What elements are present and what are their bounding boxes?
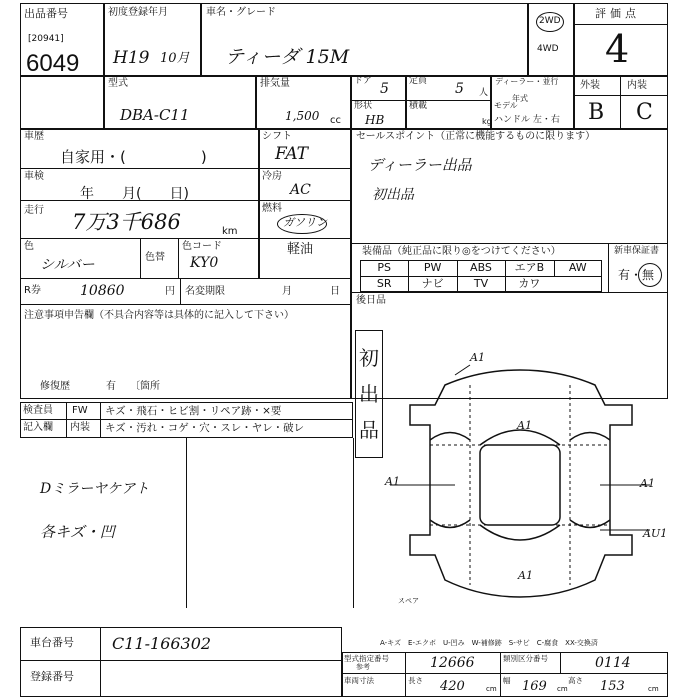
length-unit: cm bbox=[486, 685, 497, 693]
first-reg-month: 10月 bbox=[160, 51, 190, 66]
sales-point-label: セールスポイント（正常に機能するものに限ります） bbox=[356, 131, 596, 142]
equipment-divider bbox=[457, 276, 458, 292]
spare-label: スペア bbox=[398, 597, 419, 605]
fuel-label: 燃料 bbox=[262, 203, 282, 214]
equipment-item-0-4: AW bbox=[568, 261, 587, 274]
drive-4wd: 4WD bbox=[537, 44, 559, 54]
type-cert-label: 型式指定番号 bbox=[344, 654, 389, 663]
recycle-value: 10860 bbox=[80, 283, 125, 299]
color-code-label: 色コード bbox=[182, 241, 222, 252]
first-badge-char-2: 出 bbox=[359, 382, 379, 406]
shape-label: 形状 bbox=[354, 101, 373, 111]
equipment-divider bbox=[505, 276, 506, 292]
sales-point-2: 初出品 bbox=[372, 187, 414, 203]
grade-value: 4 bbox=[605, 27, 630, 71]
name-change-month: 月 bbox=[282, 286, 292, 297]
first-reg-year: H19 bbox=[113, 48, 150, 68]
fw-label: FW bbox=[72, 405, 88, 416]
damage-mark-4: AU1 bbox=[643, 527, 668, 540]
history-label: 車歴 bbox=[24, 131, 44, 142]
color-value: シルバー bbox=[40, 257, 95, 273]
interior-label: 内装 bbox=[627, 80, 647, 91]
cooling-value: AC bbox=[290, 182, 311, 198]
equipment-item-1-2: TV bbox=[473, 277, 489, 290]
repair-has: 有 bbox=[106, 381, 116, 392]
equipment-divider bbox=[554, 260, 555, 276]
car-name-label: 車名・グレード bbox=[206, 7, 276, 18]
recycle-label: R券 bbox=[24, 285, 41, 296]
drive-2wd: 2WD bbox=[539, 16, 561, 26]
equipment-item-1-1: ナビ bbox=[421, 277, 444, 290]
width-label: 幅 bbox=[503, 676, 511, 685]
notes-label: 注意事項申告欄（不具合内容等は具体的に記入して下さい） bbox=[24, 310, 294, 321]
shape-value: HB bbox=[365, 113, 385, 127]
equipment-divider bbox=[408, 276, 409, 292]
displacement-value: 1,500 bbox=[285, 109, 320, 123]
interior-items: キズ・汚れ・コゲ・穴・スレ・ヤレ・破レ bbox=[105, 422, 305, 434]
equipment-divider bbox=[505, 260, 506, 276]
mileage-unit: km bbox=[222, 226, 238, 237]
load-unit: kg bbox=[482, 117, 492, 126]
steering-label: ハンドル 左・右 bbox=[494, 115, 560, 125]
displacement-unit: cc bbox=[330, 115, 341, 126]
equipment-item-1-3: カワ bbox=[518, 277, 541, 290]
first-badge-char-1: 初 bbox=[359, 346, 379, 370]
height-value: 153 bbox=[600, 679, 625, 694]
size-label: 車両寸法 bbox=[344, 676, 374, 685]
equipment-divider bbox=[408, 260, 409, 276]
warranty-circle bbox=[638, 263, 662, 287]
damage-mark-1: A1 bbox=[517, 419, 532, 432]
exterior-grade: B bbox=[588, 100, 605, 125]
equipment-item-0-0: PS bbox=[377, 261, 391, 274]
type-cert-ref: 参考 bbox=[356, 663, 370, 671]
lot-number: 6049 bbox=[26, 50, 80, 77]
inspector-label: 検査員 bbox=[23, 405, 53, 416]
color-label: 色 bbox=[24, 241, 34, 252]
class-label: 類別区分番号 bbox=[503, 654, 548, 663]
history-value: 自家用・( ) bbox=[60, 148, 207, 166]
equipment-item-0-1: PW bbox=[423, 261, 442, 274]
length-value: 420 bbox=[440, 679, 465, 694]
plate-label: 登録番号 bbox=[30, 670, 74, 683]
equipment-item-1-0: SR bbox=[376, 277, 392, 290]
capacity-label: 定員 bbox=[409, 76, 428, 86]
legend: A-キズ E-エクボ U-凹み W-補修跡 S-サビ C-腐食 XX-交換済 bbox=[380, 639, 598, 647]
shift-value: FAT bbox=[275, 144, 309, 164]
note-mirror: Dミラーヤケアト bbox=[40, 481, 150, 497]
fuel-diesel: 軽油 bbox=[287, 242, 314, 257]
cooling-label: 冷房 bbox=[262, 171, 282, 182]
capacity-value: 5 bbox=[455, 81, 464, 97]
doors-label: ドア bbox=[354, 76, 372, 86]
width-unit: cm bbox=[557, 685, 568, 693]
type-cert-value: 12666 bbox=[430, 655, 475, 671]
lot-sub: [20941] bbox=[28, 34, 64, 44]
shift-label: シフト bbox=[262, 131, 292, 142]
equipment-item-0-3: エアB bbox=[514, 261, 545, 274]
note-scratch: 各キズ・凹 bbox=[40, 523, 115, 541]
equipment-label: 装備品（純正品に限り◎をつけてください） bbox=[362, 246, 561, 257]
name-change-day: 日 bbox=[330, 286, 340, 297]
damage-mark-5: A1 bbox=[518, 569, 533, 582]
model-code-value: DBA-C11 bbox=[120, 106, 190, 124]
color-code-value: KY0 bbox=[190, 255, 219, 271]
warranty-value: 有・無 bbox=[618, 268, 655, 282]
model-year-label: モデル bbox=[494, 101, 518, 110]
doors-value: 5 bbox=[380, 81, 389, 97]
model-code-label: 型式 bbox=[108, 78, 128, 89]
fuel-gasoline: ガソリン bbox=[283, 216, 327, 229]
mileage-value: 7万3千686 bbox=[72, 210, 181, 234]
damage-mark-0: A1 bbox=[470, 351, 485, 364]
height-label: 高さ bbox=[568, 676, 583, 685]
equipment-item-0-2: ABS bbox=[470, 261, 492, 274]
fw-items: キズ・飛石・ヒビ割・リペア跡・×要 bbox=[105, 405, 282, 417]
recycle-unit: 円 bbox=[165, 286, 175, 297]
sales-point-1: ディーラー出品 bbox=[368, 156, 472, 174]
name-change-label: 名変期限 bbox=[185, 286, 225, 297]
height-unit: cm bbox=[648, 685, 659, 693]
entry-label: 記入欄 bbox=[23, 422, 53, 433]
repair-label: 修復歴 bbox=[40, 381, 70, 392]
mileage-label: 走行 bbox=[24, 205, 44, 216]
interior-check-label: 内装 bbox=[70, 422, 90, 433]
lot-number-label: 出品番号 bbox=[24, 7, 68, 20]
first-reg-label: 初度登録年月 bbox=[108, 7, 168, 18]
interior-grade: C bbox=[636, 100, 653, 125]
load-label: 積載 bbox=[409, 101, 428, 111]
displacement-label: 排気量 bbox=[260, 78, 290, 89]
first-badge-char-3: 品 bbox=[359, 418, 379, 442]
year-label: 年式 bbox=[512, 94, 528, 103]
width-value: 169 bbox=[522, 679, 547, 694]
class-value: 0114 bbox=[595, 655, 631, 671]
car-name-value: ティーダ 15M bbox=[225, 46, 350, 68]
capacity-unit: 人 bbox=[479, 88, 489, 98]
after-items-label: 後日品 bbox=[356, 295, 386, 306]
chassis-label: 車台番号 bbox=[30, 636, 74, 649]
damage-mark-2: A1 bbox=[385, 475, 400, 488]
warranty-label: 新車保証書 bbox=[614, 246, 660, 256]
exterior-label: 外装 bbox=[580, 80, 600, 91]
damage-mark-3: A1 bbox=[640, 477, 655, 490]
repair-where: 〔箇所 bbox=[130, 381, 160, 392]
length-label: 長さ bbox=[408, 676, 423, 685]
grade-label: 評価点 bbox=[595, 7, 640, 20]
shaken-value: 年 月( 日) bbox=[80, 186, 189, 202]
color-change-label: 色替 bbox=[145, 252, 165, 263]
chassis-value: C11-166302 bbox=[112, 634, 212, 653]
dealer-label: ディーラー・並行 bbox=[495, 77, 559, 86]
equipment-divider bbox=[457, 260, 458, 276]
shaken-label: 車検 bbox=[24, 171, 44, 182]
